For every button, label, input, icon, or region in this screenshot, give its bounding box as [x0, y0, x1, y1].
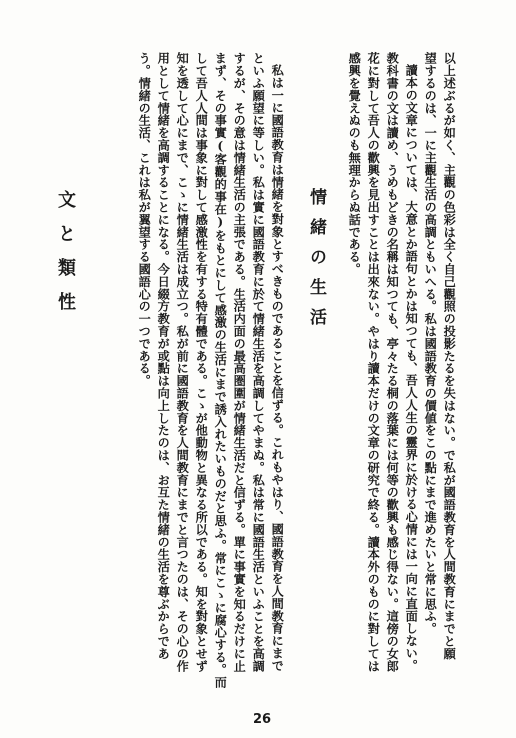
- text-column: するが、その意は情緒生活の主張である。生活内面の最高圏圍が情緒生活だと信ずる。單に事實を知るだけに止: [232, 52, 247, 672]
- text-column: 私は一に國語教育は情緒を對象とすべきものであることを信ずる。これもやはり、國語教育を人間教育にまで: [270, 64, 285, 672]
- section-heading: 文と類性: [55, 190, 76, 326]
- text-column: 以上述ぶるが如く、主觀の色彩は全く自己觀照の投影たるを失はない。で私が國語教育を人間教育にまでと願: [442, 52, 457, 660]
- section-heading: 情緒の生活: [306, 188, 326, 338]
- text-column: 望するのは、一に主觀生活の高調ともいへる。私は國語教育の價値をこの點にまで進めたいと常に思ふ。: [423, 52, 438, 635]
- text-column: う。情緒の生活、これは私が翼望する國語心の一つである。: [137, 52, 152, 387]
- text-column: 讀本の文章については、大意とか語句とかは知つても、吾人人生の靈界に於ける心情には一向に直面しない。: [404, 64, 419, 672]
- text-column: 教科書の文は讀め、うめもどきの名稱は知つても、亭々たる桐の落葉には何等の歡興も感じ得ない。這傍の女郎: [385, 52, 400, 672]
- text-column: といふ願望に等しい。私は實に國語教育に於て情緒生活を高調してやまぬ。私は常に國語生活といふことを高調: [251, 52, 266, 672]
- text-column: まず、その事實(客觀的事在)をもとにして感激の生活にまで誘入れたいものだと思ふ。常にこゝに腐心する。而: [213, 52, 228, 688]
- page-number: 26: [253, 712, 272, 727]
- text-column: 花に對して吾人の歡興を見出すことは出來ない。やはり讀本だけの文章の研究で終る。讀本外のものに對しては: [366, 52, 381, 672]
- text-column: 感興を覺えぬのも無理からぬ話である。: [347, 52, 362, 276]
- text-column: 用として情緒を高調することになる。今日綴方教育が或點は向上したのは、お互た情緒の生活を尊ぶからであ: [156, 52, 171, 660]
- text-column: 知を透して心にまで、こゝに情緒生活は成立つ。私が前に國語教育を人間教育にまでと言つたのは、その心の作: [175, 52, 190, 672]
- text-column: して吾人人間は事象に對して感激性を有する特有體である。こゝが他動物と異なる所以である。知を對象とせず: [194, 52, 209, 672]
